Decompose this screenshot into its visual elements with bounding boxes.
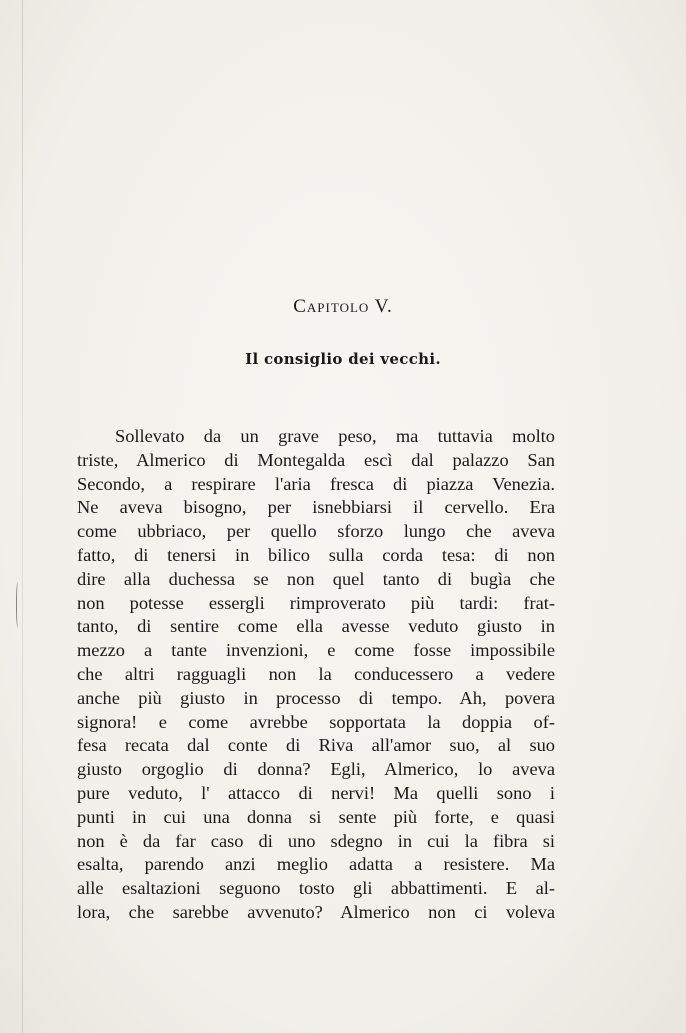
text-line: tanto, di sentire come ella avesse veduto giusto in [77, 616, 555, 637]
text-line: signora! e come avrebbe sopportata la doppia of- [77, 711, 555, 732]
text-line: punti in cui una donna si sente più forte, e quasi [77, 806, 555, 827]
text-line: come ubbriaco, per quello sforzo lungo che aveva [77, 521, 555, 542]
text-line: fesa recata dal conte di Riva all'amor suo, al suo [77, 735, 555, 756]
chapter-subtitle: Il consiglio dei vecchi. [245, 350, 441, 368]
text-line: esalta, parendo anzi meglio adatta a resistere. Ma [77, 854, 555, 875]
text-line: pure veduto, l' attacco di nervi! Ma quelli sono i [77, 782, 555, 803]
text-line: fatto, di tenersi in bilico sulla corda tesa: di non [77, 544, 555, 565]
text-line: anche più giusto in processo di tempo. Ah, povera [77, 687, 555, 708]
text-line: lora, che sarebbe avvenuto? Almerico non ci voleva [77, 901, 555, 922]
text-line: Ne aveva bisogno, per isnebbiarsi il cervello. Era [77, 497, 555, 518]
text-line: Secondo, a respirare l'aria fresca di piazza Venezia. [77, 473, 555, 494]
text-line: dire alla duchessa se non quel tanto di bugìa che [77, 568, 555, 589]
text-line: triste, Almerico di Montegalda escì dal palazzo San [77, 449, 555, 470]
chapter-heading: Capitolo V. [293, 296, 393, 317]
text-line: non potesse essergli rimproverato più tardi: frat- [77, 592, 555, 613]
text-line: Sollevato da un grave peso, ma tuttavia molto [115, 426, 555, 446]
margin-mark [16, 582, 21, 628]
text-line: alle esaltazioni seguono tosto gli abbattimenti. E al- [77, 878, 555, 899]
text-line: che altri ragguagli non la conducessero a vedere [77, 663, 555, 684]
page-edge-shadow [22, 0, 23, 1033]
text-line: mezzo a tante invenzioni, e come fosse impossibile [77, 640, 555, 661]
text-line: giusto orgoglio di donna? Egli, Almerico, lo aveva [77, 759, 555, 780]
text-line: non è da far caso di uno sdegno in cui la fibra si [77, 830, 555, 851]
body-text [77, 425, 555, 925]
